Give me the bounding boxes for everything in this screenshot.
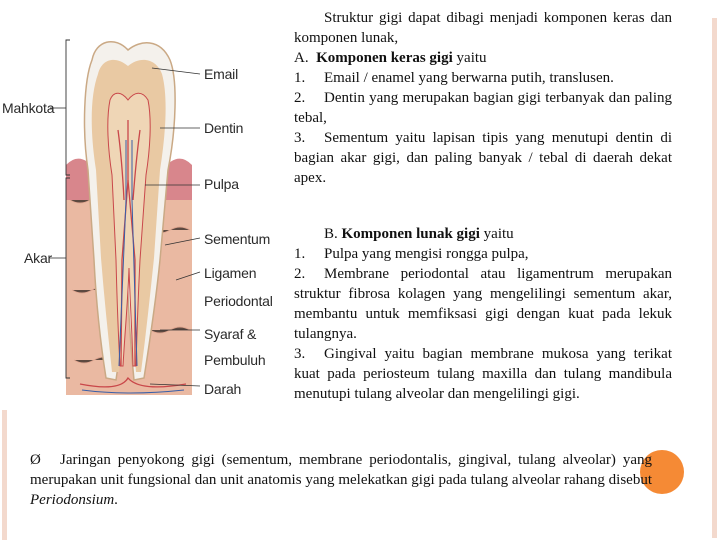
section-b-heading-suffix: yaitu — [479, 226, 514, 242]
label-ligamen: Ligamen — [204, 265, 257, 281]
section-b-heading-prefix: B. — [324, 226, 342, 242]
section-soft-components — [294, 224, 672, 404]
item-text: Sementum yaitu lapisan tipis yang menutupi dentin di bagian akar gigi, dan paling banyak / tebal di daerah dekat apex. — [294, 130, 672, 186]
periodonsium-paragraph — [30, 450, 652, 510]
tooth-illustration — [0, 0, 280, 410]
section-a-heading-bold: Komponen keras gigi — [316, 50, 453, 66]
label-darah: Darah — [204, 381, 242, 397]
item-number: 1. — [294, 70, 306, 86]
bullet-text — [30, 450, 652, 510]
section-a-item-2 — [294, 88, 672, 128]
item-number: 2. — [294, 90, 306, 106]
label-syaraf: Syaraf & — [204, 326, 257, 342]
left-accent-bar-bottom — [2, 408, 7, 540]
section-b-item-2 — [294, 264, 672, 344]
intro-paragraph: Struktur gigi dapat dibagi menjadi komponen keras dan komponen lunak, — [294, 10, 672, 46]
section-a-item-1 — [294, 68, 672, 88]
right-accent-bar — [712, 18, 717, 538]
section-b-item-3 — [294, 344, 672, 404]
item-text: Pulpa yang mengisi rongga pulpa, — [324, 246, 529, 262]
section-a-heading — [294, 48, 672, 68]
item-number: 2. — [294, 266, 306, 282]
label-pulpa: Pulpa — [204, 176, 239, 192]
item-number: 3. — [294, 130, 306, 146]
label-dentin: Dentin — [204, 120, 244, 136]
bullet-body: Jaringan penyokong gigi (sementum, membrane periodontalis, gingival, tulang alveolar) yang merupakan unit fungsional dan unit anatomis yang melekatkan gigi pada tulang alveolar rahang disebut — [30, 452, 652, 488]
item-number: 1. — [294, 246, 306, 262]
item-text: Membrane periodontal atau ligamentrum merupakan struktur fibrosa kolagen yang mengelilingi sementum akar, membantu untuk memfiksasi gigi dengan kuat pada lekuk tulangnya. — [294, 266, 672, 342]
item-text: Email / enamel yang berwarna putih, translusen. — [324, 70, 614, 86]
section-hard-components — [294, 8, 672, 188]
item-text: Gingival yaitu bagian membrane mukosa yang terikat kuat pada periosteum tulang maxilla dan tulang mandibula menutupi tulang alveolar dan mengelilingi gigi. — [294, 346, 672, 402]
periodonsium-term: Periodonsium — [30, 492, 115, 508]
section-a-item-3 — [294, 128, 672, 188]
section-a-heading-suffix: yaitu — [452, 50, 487, 66]
section-b-item-1 — [294, 244, 672, 264]
label-periodontal: Periodontal — [204, 293, 273, 309]
section-b-heading — [294, 224, 672, 244]
label-sementum: Sementum — [204, 231, 271, 247]
arrow-bullet-icon: Ø — [30, 452, 41, 468]
label-email: Email — [204, 66, 239, 82]
label-mahkota: Mahkota — [2, 100, 55, 116]
item-number: 3. — [294, 346, 306, 362]
tooth-anatomy-figure — [0, 0, 280, 410]
section-b-heading-bold: Komponen lunak gigi — [341, 226, 480, 242]
section-a-heading-prefix: A. — [294, 50, 309, 66]
bullet-end: . — [114, 492, 118, 508]
label-akar: Akar — [24, 250, 52, 266]
label-pembuluh: Pembuluh — [204, 352, 266, 368]
item-text: Dentin yang merupakan bagian gigi terbanyak dan paling tebal, — [294, 90, 672, 126]
